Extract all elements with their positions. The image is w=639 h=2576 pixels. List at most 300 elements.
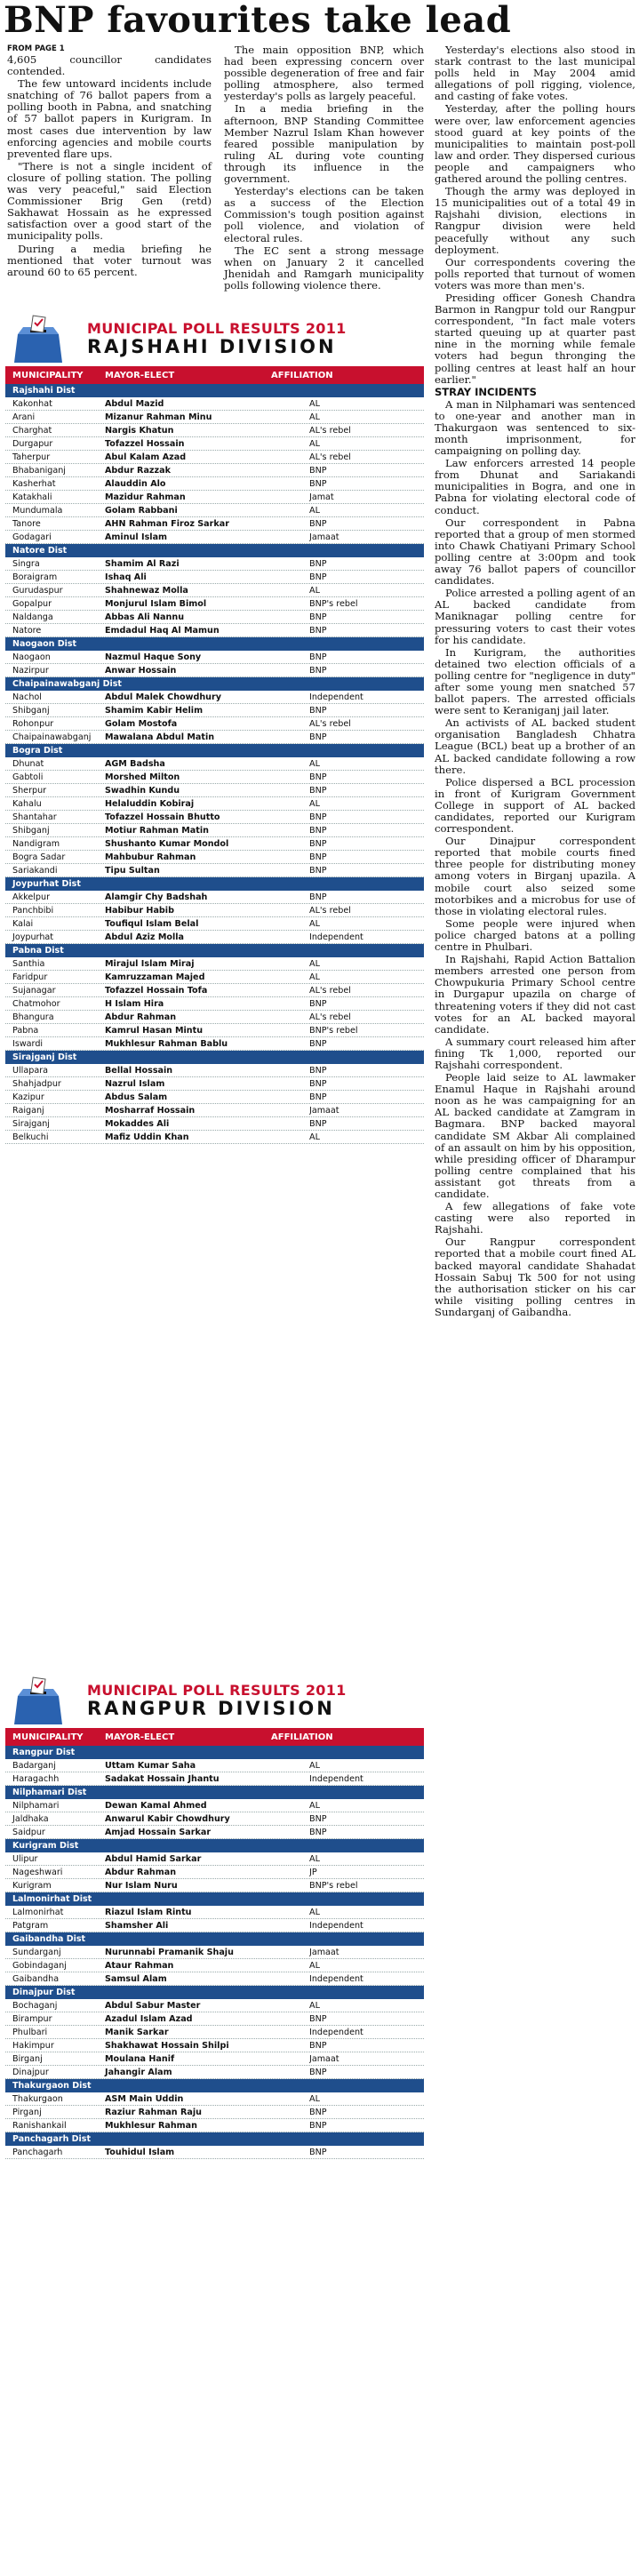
municipality-cell: Santhia — [12, 959, 45, 969]
mayor-cell: Aminul Islam — [105, 532, 168, 542]
municipality-cell: Ulipur — [12, 1854, 38, 1864]
district-header: Bogra Dist — [5, 744, 424, 757]
table-row — [5, 717, 424, 731]
municipality-cell: Gabtoli — [12, 772, 44, 782]
municipality-cell: Naldanga — [12, 612, 53, 622]
paragraph: Our Rangpur correspondent reported that a mobile court fined AL backed mayoral candidate Shahadat Hossain Sabuj Tk 500 for not using the authorisation sticker on his car while visiting polling centres in Sundarganj of Gaibandha. — [435, 1236, 635, 1318]
mayor-cell: Abdus Salam — [105, 1092, 168, 1102]
mayor-cell: Tofazzel Hossain Bhutto — [105, 812, 220, 822]
mayor-cell: Dewan Kamal Ahmed — [105, 1801, 207, 1811]
mayor-cell: Kamrul Hasan Mintu — [105, 1026, 204, 1036]
municipality-cell: Bogra Sadar — [12, 852, 66, 862]
mayor-cell: Tofazzel Hossain Tofa — [105, 986, 208, 996]
table-row — [5, 664, 424, 677]
paragraph: The EC sent a strong message when on January 2 it cancelled Jhenidah and Ramgarh municipality polls following violence there. — [224, 244, 424, 292]
mayor-cell: Morshed Milton — [105, 772, 180, 782]
municipality-cell: Saidpur — [12, 1828, 45, 1837]
paragraph: Law enforcers arrested 14 people from Dhunat and Sariakandi municipalities in Bogra, and one in Pabna for violating electoral code of conduct. — [435, 457, 635, 516]
affiliation-cell: BNP's rebel — [309, 1026, 358, 1036]
affiliation-cell: BNP — [309, 466, 327, 476]
affiliation-cell: BNP — [309, 812, 327, 822]
table-row — [5, 2052, 424, 2066]
results-title: MUNICIPAL POLL RESULTS 2011 — [87, 320, 347, 337]
table-body — [5, 384, 424, 1144]
municipality-cell: Tanore — [12, 519, 41, 529]
municipality-cell: Sundarganj — [12, 1948, 61, 1957]
mayor-cell: Amjad Hossain Sarkar — [105, 1828, 212, 1837]
district-header: Kurigram Dist — [5, 1839, 424, 1852]
paragraph: A summary court released him after fining Tk 1,000, reported our Rajshahi correspondent. — [435, 1035, 635, 1071]
municipality-cell: Haragachh — [12, 1774, 60, 1784]
affiliation-cell: JP — [309, 1868, 317, 1877]
district-header: Thakurgaon Dist — [5, 2079, 424, 2092]
municipality-cell: Birganj — [12, 2054, 43, 2064]
district-header: Lalmonirhat Dist — [5, 1892, 424, 1906]
table-row — [5, 971, 424, 984]
mayor-cell: Mafiz Uddin Khan — [105, 1132, 189, 1142]
mayor-cell: Abdul Hamid Sarkar — [105, 1854, 202, 1864]
affiliation-cell: BNP — [309, 839, 327, 849]
table-body — [5, 1746, 424, 2159]
municipality-cell: Phulbari — [12, 2028, 48, 2037]
table-row — [5, 1999, 424, 2012]
mayor-cell: Moulana Hanif — [105, 2054, 175, 2064]
municipality-cell: Shantahar — [12, 812, 57, 822]
affiliation-cell: AL — [309, 972, 320, 982]
municipality-cell: Ullapara — [12, 1066, 49, 1076]
paragraph: Our Dinajpur correspondent reported that mobile courts fined three people for distributing money among voters in Birganj upazila. A mobile court also seized some motorbikes and a microbus for use of those in violating electoral rules. — [435, 835, 635, 917]
table-row — [5, 904, 424, 917]
affiliation-cell: Jamaat — [309, 1948, 339, 1957]
results-title: MUNICIPAL POLL RESULTS 2011 — [87, 1682, 347, 1699]
paragraph: Police arrested a polling agent of an AL backed candidate from Maniknagar polling centre for pressuring voters to cast their votes for his candidate. — [435, 587, 635, 646]
mayor-cell: Manik Sarkar — [105, 2028, 169, 2037]
mayor-cell: Kamruzzaman Majed — [105, 972, 205, 982]
table-row — [5, 1852, 424, 1866]
paragraph: 4,605 councillor candidates contended. — [7, 53, 212, 78]
municipality-cell: Badarganj — [12, 1761, 56, 1771]
paragraph: Our correspondents covering the polls reported that turnout of women voters was more than men's. — [435, 255, 635, 292]
affiliation-cell: AL's rebel — [309, 1012, 351, 1022]
municipality-cell: Thakurgaon — [12, 2094, 63, 2104]
affiliation-cell: BNP — [309, 2148, 327, 2157]
affiliation-cell: AL — [309, 959, 320, 969]
division-name: RANGPUR DIVISION — [87, 1698, 335, 1719]
table-row — [5, 1759, 424, 1772]
district-header: Panchagarh Dist — [5, 2132, 424, 2146]
affiliation-cell: AL's rebel — [309, 719, 351, 729]
table-row — [5, 517, 424, 531]
paragraph: The main opposition BNP, which had been expressing concern over possible degeneration of free and fair polling atmosphere, also termed yesterday's polls as largely peaceful. — [224, 44, 424, 103]
table-row — [5, 797, 424, 811]
affiliation-cell: AL — [309, 759, 320, 769]
paragraph: Our correspondent in Pabna reported that a group of men stormed into Chawk Chatiyani Primary School polling centre at 3:00pm and took away 76 ballot papers of councillor candidates. — [435, 516, 635, 588]
affiliation-cell: BNP — [309, 572, 327, 582]
table-row — [5, 931, 424, 944]
affiliation-cell: Jamaat — [309, 1106, 339, 1116]
affiliation-cell: AL — [309, 506, 320, 516]
municipality-cell: Bhangura — [12, 1012, 54, 1022]
municipality-cell: Belkuchi — [12, 1132, 49, 1142]
affiliation-cell: BNP — [309, 772, 327, 782]
mayor-cell: Touhidul Islam — [105, 2148, 175, 2157]
affiliation-cell: BNP — [309, 626, 327, 636]
affiliation-cell: BNP — [309, 1079, 327, 1089]
affiliation-cell: AL — [309, 1761, 320, 1771]
mayor-cell: Abdur Razzak — [105, 466, 171, 476]
mayor-cell: Uttam Kumar Saha — [105, 1761, 196, 1771]
table-row — [5, 2092, 424, 2106]
division-name: RAJSHAHI DIVISION — [87, 336, 337, 357]
affiliation-cell: BNP — [309, 612, 327, 622]
municipality-cell: Charghat — [12, 426, 52, 436]
affiliation-cell: BNP — [309, 1828, 327, 1837]
district-header: Sirajganj Dist — [5, 1051, 424, 1064]
affiliation-cell: AL — [309, 799, 320, 809]
district-header: Natore Dist — [5, 544, 424, 557]
table-row — [5, 1959, 424, 1972]
municipality-cell: Boraigram — [12, 572, 58, 582]
table-header — [5, 1726, 424, 1746]
mayor-cell: Bellal Hossain — [105, 1066, 173, 1076]
affiliation-cell: BNP — [309, 1814, 327, 1824]
mayor-cell: Alauddin Alo — [105, 479, 166, 489]
municipality-cell: Nachol — [12, 692, 42, 702]
affiliation-cell: BNP — [309, 2121, 327, 2131]
affiliation-cell: AL — [309, 1801, 320, 1811]
affiliation-cell: AL — [309, 1961, 320, 1971]
municipality-cell: Rohonpur — [12, 719, 54, 729]
mayor-cell: Riazul Islam Rintu — [105, 1908, 192, 1917]
mayor-cell: Nargis Khatun — [105, 426, 174, 436]
municipality-cell: Kurigram — [12, 1881, 52, 1891]
article-column-1 — [7, 44, 212, 279]
table-row — [5, 597, 424, 611]
table-row — [5, 491, 424, 504]
affiliation-cell: BNP — [309, 652, 327, 662]
mayor-cell: AGM Badsha — [105, 759, 165, 769]
affiliation-cell: AL — [309, 439, 320, 449]
table-row — [5, 584, 424, 597]
affiliation-cell: BNP — [309, 866, 327, 876]
mayor-cell: Samsul Alam — [105, 1974, 167, 1984]
mayor-cell: Emdadul Haq Al Mamun — [105, 626, 220, 636]
mayor-cell: Swadhin Kundu — [105, 786, 180, 796]
table-row — [5, 624, 424, 637]
affiliation-cell: AL's rebel — [309, 426, 351, 436]
affiliation-cell: AL — [309, 1854, 320, 1864]
municipality-cell: Joypurhat — [12, 932, 54, 942]
municipality-cell: Lalmonirhat — [12, 1908, 64, 1917]
ballot-box-icon — [12, 315, 64, 364]
column-header-municipality: MUNICIPALITY — [12, 370, 84, 380]
paragraph: An activists of AL backed student organisation Bangladesh Chhatra League (BCL) beat up a brother of an AL backed candidate following a row there. — [435, 716, 635, 776]
table-row — [5, 1879, 424, 1892]
mayor-cell: Mukhlesur Rahman Bablu — [105, 1039, 228, 1049]
mayor-cell: Shushanto Kumar Mondol — [105, 839, 229, 849]
municipality-cell: Arani — [12, 412, 36, 422]
municipality-cell: Ranishankail — [12, 2121, 67, 2131]
district-header: Rajshahi Dist — [5, 384, 424, 397]
table-row — [5, 2012, 424, 2026]
mayor-cell: Nur Islam Nuru — [105, 1881, 178, 1891]
municipality-cell: Akkelpur — [12, 892, 51, 902]
municipality-cell: Naogaon — [12, 652, 51, 662]
district-header: Naogaon Dist — [5, 637, 424, 651]
table-row — [5, 1011, 424, 1024]
mayor-cell: Nazmul Haque Sony — [105, 652, 202, 662]
paragraph: In Rajshahi, Rapid Action Battalion members arrested one person from Chowpukuria Primary School centre in Durgapur upazila on charge of threatening voters if they did not cast votes for an AL backed mayoral candidate. — [435, 953, 635, 1036]
affiliation-cell: AL — [309, 586, 320, 596]
municipality-cell: Kalai — [12, 919, 34, 929]
mayor-cell: Mirajul Islam Miraj — [105, 959, 195, 969]
table-row — [5, 1919, 424, 1932]
municipality-cell: Katakhali — [12, 492, 52, 502]
municipality-cell: Dhunat — [12, 759, 44, 769]
municipality-cell: Sirajganj — [12, 1119, 50, 1129]
table-row — [5, 1024, 424, 1037]
paragraph: A few allegations of fake vote casting were also reported in Rajshahi. — [435, 1200, 635, 1236]
mayor-cell: Mazidur Rahman — [105, 492, 186, 502]
table-row — [5, 1799, 424, 1812]
mayor-cell: Helaluddin Kobiraj — [105, 799, 195, 809]
paragraph: Some people were injured when police charged batons at a polling centre in Phulbari. — [435, 916, 635, 954]
table-row — [5, 851, 424, 864]
municipality-cell: Sariakandi — [12, 866, 58, 876]
table-row — [5, 464, 424, 477]
affiliation-cell: AL — [309, 2094, 320, 2104]
mayor-cell: Shakhawat Hossain Shilpi — [105, 2041, 229, 2051]
municipality-cell: Kakonhat — [12, 399, 52, 409]
table-row — [5, 651, 424, 664]
mayor-cell: Nazrul Islam — [105, 1079, 165, 1089]
municipality-cell: Hakimpur — [12, 2041, 54, 2051]
column-header-mayor: MAYOR-ELECT — [105, 1732, 175, 1742]
mayor-cell: Shamim Kabir Helim — [105, 706, 204, 716]
paragraph: During a media briefing he mentioned that voter turnout was around 60 to 65 percent. — [7, 242, 212, 278]
table-row — [5, 424, 424, 437]
affiliation-cell: AL's rebel — [309, 986, 351, 996]
table-row — [5, 1946, 424, 1959]
affiliation-cell: BNP — [309, 826, 327, 836]
municipality-cell: Durgapur — [12, 439, 53, 449]
table-row — [5, 771, 424, 784]
municipality-cell: Singra — [12, 559, 40, 569]
mayor-cell: Ataur Rahman — [105, 1961, 174, 1971]
table-row — [5, 557, 424, 571]
mayor-cell: Abdul Mazid — [105, 399, 164, 409]
municipality-cell: Gopalpur — [12, 599, 52, 609]
municipality-cell: Chatmohor — [12, 999, 60, 1009]
affiliation-cell: Independent — [309, 932, 363, 942]
mayor-cell: Nurunnabi Pramanik Shaju — [105, 1948, 234, 1957]
table-row — [5, 1866, 424, 1879]
affiliation-cell: BNP — [309, 2041, 327, 2051]
table-row — [5, 437, 424, 451]
paragraph: Presiding officer Gonesh Chandra Barmon in Rangpur told our Rangpur correspondent, "In fact male voters started queuing up at quarter past nine in the morning while female voters had begun thronging the polling centres at least half an hour earlier." — [435, 291, 635, 386]
affiliation-cell: BNP's rebel — [309, 599, 358, 609]
affiliation-cell: AL — [309, 2001, 320, 2011]
paragraph: The few untoward incidents include snatching of 76 ballot papers from a polling booth in Pabna, and snatching of 57 ballot papers in Kurigram. In most cases due intervention by law enforcing agencies and mobile courts prevented flare ups. — [7, 77, 212, 160]
table-row — [5, 2039, 424, 2052]
paragraph: People laid seize to AL lawmaker Enamul Haque in Rajshahi around noon as he was campaigning for an AL backed candidate at Zamgram in Bagmara. BNP backed mayoral candidate SM Akbar Ali complained of an assault on him by his opposition, while presiding officer of Dharampur polling centre complained that his assistant got threats from a candidate. — [435, 1071, 635, 1200]
mayor-cell: Anwar Hossain — [105, 666, 177, 676]
column-header-affiliation: AFFILIATION — [271, 370, 333, 380]
table-row — [5, 397, 424, 411]
table-row — [5, 691, 424, 704]
table-row — [5, 1104, 424, 1117]
affiliation-cell: AL — [309, 412, 320, 422]
affiliation-cell: BNP — [309, 559, 327, 569]
mayor-cell: Golam Rabbani — [105, 506, 178, 516]
mayor-cell: Mizanur Rahman Minu — [105, 412, 212, 422]
mayor-cell: Jahangir Alam — [105, 2068, 172, 2077]
table-row — [5, 1037, 424, 1051]
affiliation-cell: BNP — [309, 852, 327, 862]
mayor-cell: Tipu Sultan — [105, 866, 160, 876]
affiliation-cell: BNP — [309, 1066, 327, 1076]
article-column-3 — [435, 44, 635, 2573]
mayor-cell: Mosharraf Hossain — [105, 1106, 196, 1116]
table-row — [5, 1972, 424, 1986]
affiliation-cell: BNP — [309, 706, 327, 716]
municipality-cell: Kazipur — [12, 1092, 44, 1102]
municipality-cell: Bhabaniganj — [12, 466, 66, 476]
mayor-cell: Sadakat Hossain Jhantu — [105, 1774, 220, 1784]
table-row — [5, 1077, 424, 1091]
table-row — [5, 451, 424, 464]
table-row — [5, 1091, 424, 1104]
mayor-cell: Mokaddes Ali — [105, 1119, 170, 1129]
table-row — [5, 477, 424, 491]
affiliation-cell: Jamaat — [309, 2054, 339, 2064]
column-header-affiliation: AFFILIATION — [271, 1732, 333, 1742]
municipality-cell: Iswardi — [12, 1039, 44, 1049]
district-header: Gaibandha Dist — [5, 1932, 424, 1946]
table-row — [5, 984, 424, 997]
column-header-municipality: MUNICIPALITY — [12, 1732, 84, 1742]
affiliation-cell: BNP — [309, 1092, 327, 1102]
municipality-cell: Shibganj — [12, 706, 50, 716]
kicker: FROM PAGE 1 — [7, 44, 65, 53]
mayor-cell: Abdul Aziz Molla — [105, 932, 185, 942]
paragraph: Yesterday's elections also stood in stark contrast to the last municipal polls held in May 2004 amid allegations of poll rigging, violence, and casting of fake votes. — [435, 44, 635, 103]
affiliation-cell: Independent — [309, 1974, 363, 1984]
table-row — [5, 997, 424, 1011]
table-row — [5, 611, 424, 624]
affiliation-cell: BNP — [309, 1039, 327, 1049]
results-banner — [5, 313, 424, 364]
affiliation-cell: Independent — [309, 1921, 363, 1931]
mayor-cell: H Islam Hira — [105, 999, 164, 1009]
affiliation-cell: BNP — [309, 732, 327, 742]
affiliation-cell: AL — [309, 919, 320, 929]
table-row — [5, 571, 424, 584]
mayor-cell: Mukhlesur Rahman — [105, 2121, 197, 2131]
affiliation-cell: Independent — [309, 2028, 363, 2037]
table-row — [5, 1117, 424, 1131]
municipality-cell: Bochaganj — [12, 2001, 58, 2011]
table-row — [5, 757, 424, 771]
municipality-cell: Chaipainawabganj — [12, 732, 92, 742]
table-row — [5, 1064, 424, 1077]
table-row — [5, 1812, 424, 1826]
table-row — [5, 957, 424, 971]
mayor-cell: Shamim Al Razi — [105, 559, 180, 569]
paragraph: "There is not a single incident of closure of polling station. The polling was very peaceful," said Election Commissioner Brig Gen (retd) Sakhawat Hossain as he expressed satisfaction over a good start of the municipality polls. — [7, 159, 212, 243]
affiliation-cell: BNP's rebel — [309, 1881, 358, 1891]
mayor-cell: Mahbubur Rahman — [105, 852, 196, 862]
ballot-box-icon — [12, 1676, 64, 1726]
municipality-cell: Birampur — [12, 2014, 52, 2024]
column-header-mayor: MAYOR-ELECT — [105, 370, 175, 380]
mayor-cell: Mawalana Abdul Matin — [105, 732, 215, 742]
municipality-cell: Pirganj — [12, 2108, 42, 2117]
municipality-cell: Natore — [12, 626, 42, 636]
table-row — [5, 2146, 424, 2159]
affiliation-cell: BNP — [309, 666, 327, 676]
table-row — [5, 2026, 424, 2039]
affiliation-cell: BNP — [309, 2068, 327, 2077]
municipality-cell: Dinajpur — [12, 2068, 49, 2077]
mayor-cell: Abdul Sabur Master — [105, 2001, 201, 2011]
municipality-cell: Patgram — [12, 1921, 49, 1931]
table-row — [5, 837, 424, 851]
municipality-cell: Nilphamari — [12, 1801, 60, 1811]
affiliation-cell: Jamat — [309, 492, 334, 502]
municipality-cell: Sherpur — [12, 786, 47, 796]
affiliation-cell: BNP — [309, 479, 327, 489]
table-row — [5, 811, 424, 824]
table-row — [5, 1906, 424, 1919]
municipality-cell: Gurudaspur — [12, 586, 63, 596]
municipality-cell: Jaldhaka — [12, 1814, 49, 1824]
paragraph: Police dispersed a BCL procession in front of Kurigram Government College in support of AL backed candidates, reported our Kurigram correspondent. — [435, 775, 635, 836]
municipality-cell: Pabna — [12, 1026, 39, 1036]
mayor-cell: AHN Rahman Firoz Sarkar — [105, 519, 229, 529]
mayor-cell: Anwarul Kabir Chowdhury — [105, 1814, 230, 1824]
municipality-cell: Panchbibi — [12, 906, 54, 916]
mayor-cell: Monjurul Islam Bimol — [105, 599, 207, 609]
district-header: Nilphamari Dist — [5, 1786, 424, 1799]
affiliation-cell: BNP — [309, 892, 327, 902]
mayor-cell: Tofazzel Hossain — [105, 439, 185, 449]
affiliation-cell: BNP — [309, 2014, 327, 2024]
municipality-cell: Shibganj — [12, 826, 50, 836]
affiliation-cell: BNP — [309, 1119, 327, 1129]
table-row — [5, 2106, 424, 2119]
mayor-cell: Raziur Rahman Raju — [105, 2108, 202, 2117]
affiliation-cell: BNP — [309, 786, 327, 796]
paragraph: Though the army was deployed in 15 municipalities out of a total 49 in Rajshahi division, elections in Rangpur division were held peacefully without any such deployment. — [435, 185, 635, 256]
municipality-cell: Nageshwari — [12, 1868, 63, 1877]
table-row — [5, 891, 424, 904]
mayor-cell: Golam Mostofa — [105, 719, 178, 729]
municipality-cell: Godagari — [12, 532, 52, 542]
affiliation-cell: AL — [309, 1132, 320, 1142]
paragraph: In Kurigram, the authorities detained two election officials of a polling centre for "negligence in duty" after some young men snatched 57 ballot papers. The arrested officials were sent to Keraniganj jail later. — [435, 645, 635, 717]
results-table-rangpur — [5, 1675, 424, 2159]
mayor-cell: Alamgir Chy Badshah — [105, 892, 208, 902]
table-row — [5, 1131, 424, 1144]
article-column-2 — [224, 44, 424, 292]
subhead-stray-incidents: STRAY INCIDENTS — [435, 385, 537, 398]
municipality-cell: Taherpur — [12, 452, 51, 462]
municipality-cell: Kahalu — [12, 799, 42, 809]
affiliation-cell: AL's rebel — [309, 906, 351, 916]
mayor-cell: Abdul Malek Chowdhury — [105, 692, 221, 702]
municipality-cell: Gaibandha — [12, 1974, 60, 1984]
